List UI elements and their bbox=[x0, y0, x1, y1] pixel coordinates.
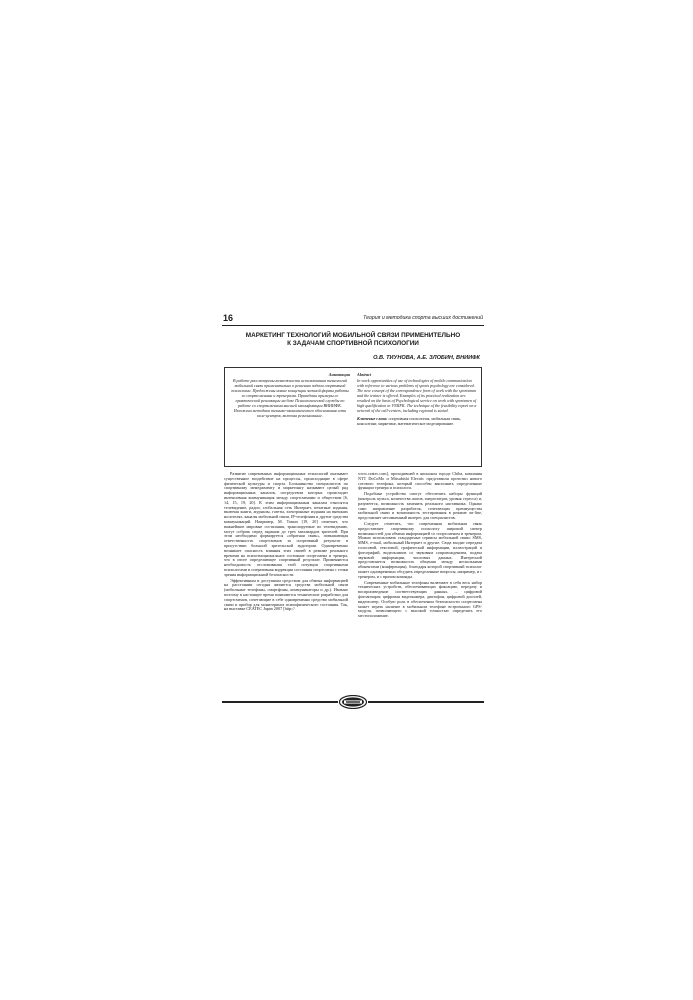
journal-logo-icon bbox=[339, 695, 367, 709]
abstract-english bbox=[357, 372, 477, 426]
abstract-en-heading: Abstract bbox=[357, 372, 372, 377]
abstract-ru-text: В работе рассмотрены возможности использования технологий мобильной связи применительно к решению задачи спортивной психологии. Предложены новые концепции заочной формы работы со спортсменами и тренерами. Приведены примеры ее практической реализации на базе Психологической службы по работе со спортсменами высшей квалификации ВНИИФК. Изложена методика технико-экономического обоснования сети колл-центров, включая региональные. bbox=[231, 377, 349, 419]
abstract-russian bbox=[230, 372, 350, 418]
body-paragraph: www.ceatec.com], проходившей в японском городе Chiba, компания NTT DoCoMo и Mitsubishi Electric представили прототип нового сотового телефона, который способен выполнять определенные функции тренера и психолога. bbox=[358, 471, 482, 491]
page-number: 16 bbox=[223, 313, 234, 323]
article-authors: О.В. ТИУНОВА, А.Е. ЗЛОБИН, ВНИИФК bbox=[373, 355, 480, 361]
footer-rule-left bbox=[222, 701, 338, 703]
body-paragraph: Подобные устройства смогут обеспечить наборы функций (контроль пульса, количества шагов, энергозатрат, уровня стресса) и, разумеется, возможность заменить реального наставника. Однако само направление разработок, сочетающих преимущества мобильной связи и возможность тестирования в режиме on-line, представляет несомненный интерес для специалистов. bbox=[358, 491, 482, 521]
body-paragraph: Современные мобильные телефоны включают в себя весь набор технических устройств, обеспечивающих фиксацию, передачу и воспроизведение соответствующих данных, – цифровой фотоаппарат, цифровая видеокамера, диктофон, цифровой дисплей, видеоплеер. Особую роль в обеспечении безопасности спортсмена может играть наличие в мобильном телефоне встроенного GPS-модуля, позволяющего с высокой точностью определять его местоположение. bbox=[358, 579, 482, 619]
body-column-left bbox=[224, 472, 348, 613]
running-head: Теория и методика спорта высших достижений bbox=[363, 315, 483, 321]
keywords bbox=[357, 416, 477, 426]
abstract-box bbox=[224, 367, 482, 467]
keywords-label: Ключевые слова: bbox=[357, 416, 388, 422]
body-paragraph: Следует отметить, что современная мобильная связь предоставляет спортивному психологу широкий спектр возможностей для обмена информацией со спортсменом и тренером. Можно использовать стандартные сервисы мобильной связи: SMS, MMS, e-mail, мобильный Интернет и другие. Сюда входит передача голосовой, текстовой, графической информации, иллюстраций и фотографий, видеоклипов со звуковым сопровождением, подача звуковой информации, числовых данных. Интересной представляется возможность общения между несколькими абонентами (конференция), благодаря которой спортивный психолог может одновременно обсудить определенные вопросы, например, и с тренером, и с врачом команды. bbox=[358, 520, 482, 579]
footer-rule-right bbox=[368, 701, 484, 703]
title-line-2: К ЗАДАЧАМ СПОРТИВНОЙ ПСИХОЛОГИИ bbox=[287, 339, 419, 347]
body-column-right bbox=[358, 472, 482, 620]
page-footer bbox=[222, 696, 484, 708]
title-line-1: МАРКЕТИНГ ТЕХНОЛОГИЙ МОБИЛЬНОЙ СВЯЗИ ПРИМЕНИТЕЛЬНО bbox=[245, 332, 461, 339]
keywords-text: спортивная психология, мобильная связь, консалтинг, маркетинг, математическое моделирование. bbox=[357, 416, 462, 427]
article-title bbox=[242, 332, 464, 347]
journal-page bbox=[222, 313, 484, 709]
abstract-ru-heading: Аннотация bbox=[328, 372, 350, 377]
body-paragraph: Эффективным и доступным средством для обмена информацией на расстоянии сегодня являются средства мобильной связи (мобильные телефоны, смартфоны, коммуникаторы и др.). Именно поэтому в настоящее время появляются технические разработки для спортсменов, сочетающие в себе одновременно средство мобильной связи и прибор для мониторинга психофизического состояния. Так, на выставке CEATEC Japan 2007 [http:// bbox=[224, 577, 348, 612]
page-header bbox=[222, 313, 484, 326]
abstract-en-text: In work opportunities of use of technologies of mobile communication with reference to various problems of sports psychology are considered. The new concept of the correspondence form of work with the sportsman and the trainer is offered. Examples of its practical realization are resulted on the basis of Psychological service on work with sportsmen of high qualification in VNIIFK. The technique of the feasibility report on a network of the call-centers, including regional is stated. bbox=[357, 377, 477, 414]
body-paragraph: Развитие современных информационных технологий оказывает существенное воздействие на процессы, происходящие в сфере физической культуры и спорта. Большинство специалистов по спортивному менеджменту и маркетингу называют целый ряд информационных каналов, посредством которых происходит интенсивная коммуникация между спортсменами и обществом [6, 14, 15, 19, 20]. К этим информационным каналам относятся телевидение, радио, глобальная сеть Интернет, печатные издания, включая книги, журналы, газеты, электронные издания на внешних носителях, каналы мобильной связи, IP-телефония и другие средства коммуникаций. Например, М. Томич [19, 20] отмечает, что важнейшие мировые состязания, транслируемые по телевидению, могут собрать перед экраном до трех миллиардов зрителей. При этом необходимо формируется «обратная связь», повышающая ответственность спортсменов за спортивный результат в присутствии большой зрительской аудитории. Одновременно возникает опасность влияния этих связей в режиме реального времени на психоэмоциональное состояние спортсмена и тренера, что в итоге определяющее спортивный результат. Применяются необходимость отслеживания этой ситуации спортивными психологами и оперативная коррекция состояния спортсмена с точки зрения информационной безопасности. bbox=[224, 471, 348, 577]
